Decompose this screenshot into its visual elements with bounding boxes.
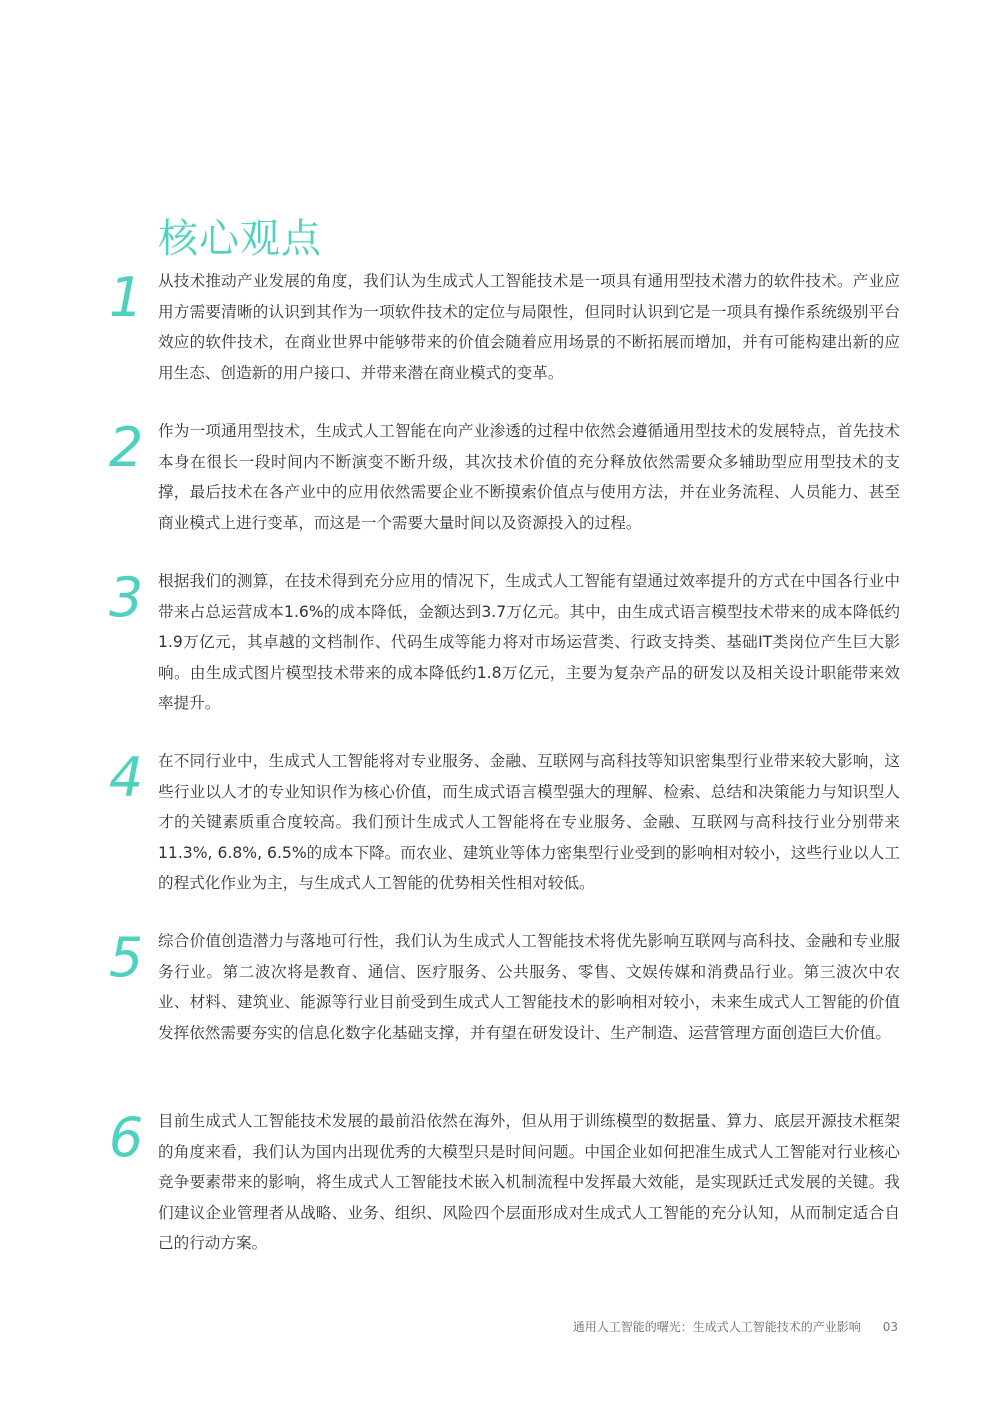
point-text: 根据我们的测算，在技术得到充分应用的情况下，生成式人工智能有望通过效率提升的方式在中国各行业中带来占总运营成本1.6%的成本降低，金额达到3.7万亿元。其中，由生成式语言模型技术带来的成本降低约1.9万亿元，其卓越的文档制作、代码生成等能力将对市场运营类、行政支持类、基础IT类岗位产生巨大影响。由生成式图片模型技术带来的成本降低约1.8万亿元，主要为复杂产品的研发以及相关设计职能带来效率提升。 [158,572,900,712]
point-number: 3 [108,566,144,629]
point-number: 4 [108,746,144,809]
point-text: 作为一项通用型技术，生成式人工智能在向产业渗透的过程中依然会遵循通用型技术的发展特点，首先技术本身在很长一段时间内不断演变不断升级，其次技术价值的充分释放依然需要众多辅助型应用型技术的支撑，最后技术在各产业中的应用依然需要企业不断摸索价值点与使用方法，并在业务流程、人员能力、甚至商业模式上进行变革，而这是一个需要大量时间以及资源投入的过程。 [158,422,900,532]
point-text: 在不同行业中，生成式人工智能将对专业服务、金融、互联网与高科技等知识密集型行业带来较大影响，这些行业以人才的专业知识作为核心价值，而生成式语言模型强大的理解、检索、总结和决策能力与知识型人才的关键素质重合度较高。我们预计生成式人工智能将在专业服务、金融、互联网与高科技行业分别带来11.3%, 6.8%, 6.5%的成本下降。而农业、建筑业等体力密集型行业受到的影响相对较小，这些行业以人工的程式化作业为主，与生成式人工智能的优势相关性相对较低。 [158,752,900,892]
page-title: 核心观点 [158,215,322,262]
page-number: 03 [882,1320,898,1334]
point-number: 5 [108,926,144,989]
point-number: 1 [108,266,144,329]
page-footer [520,1318,898,1336]
point-text: 从技术推动产业发展的角度，我们认为生成式人工智能技术是一项具有通用型技术潜力的软件技术。产业应用方需要清晰的认识到其作为一项软件技术的定位与局限性，但同时认识到它是一项具有操作系统级别平台效应的软件技术，在商业世界中能够带来的价值会随着应用场景的不断拓展而增加，并有可能构建出新的应用生态、创造新的用户接口、并带来潜在商业模式的变革。 [158,272,900,382]
point-number: 2 [108,416,144,479]
point-text: 目前生成式人工智能技术发展的最前沿依然在海外，但从用于训练模型的数据量、算力、底层开源技术框架的角度来看，我们认为国内出现优秀的大模型只是时间问题。中国企业如何把准生成式人工智能对行业核心竞争要素带来的影响，将生成式人工智能技术嵌入机制流程中发挥最大效能，是实现跃迁式发展的关键。我们建议企业管理者从战略、业务、组织、风险四个层面形成对生成式人工智能的充分认知，从而制定适合自己的行动方案。 [158,1112,900,1252]
point-number: 6 [108,1106,144,1169]
point-text: 综合价值创造潜力与落地可行性，我们认为生成式人工智能技术将优先影响互联网与高科技、金融和专业服务行业。第二波次将是教育、通信、医疗服务、公共服务、零售、文娱传媒和消费品行业。第三波次中农业、材料、建筑业、能源等行业目前受到生成式人工智能技术的影响相对较小，未来生成式人工智能的价值发挥依然需要夯实的信息化数字化基础支撑，并有望在研发设计、生产制造、运营管理方面创造巨大价值。 [158,932,900,1042]
footer-report-title: 通用人工智能的曙光：生成式人工智能技术的产业影响 [572,1320,861,1334]
